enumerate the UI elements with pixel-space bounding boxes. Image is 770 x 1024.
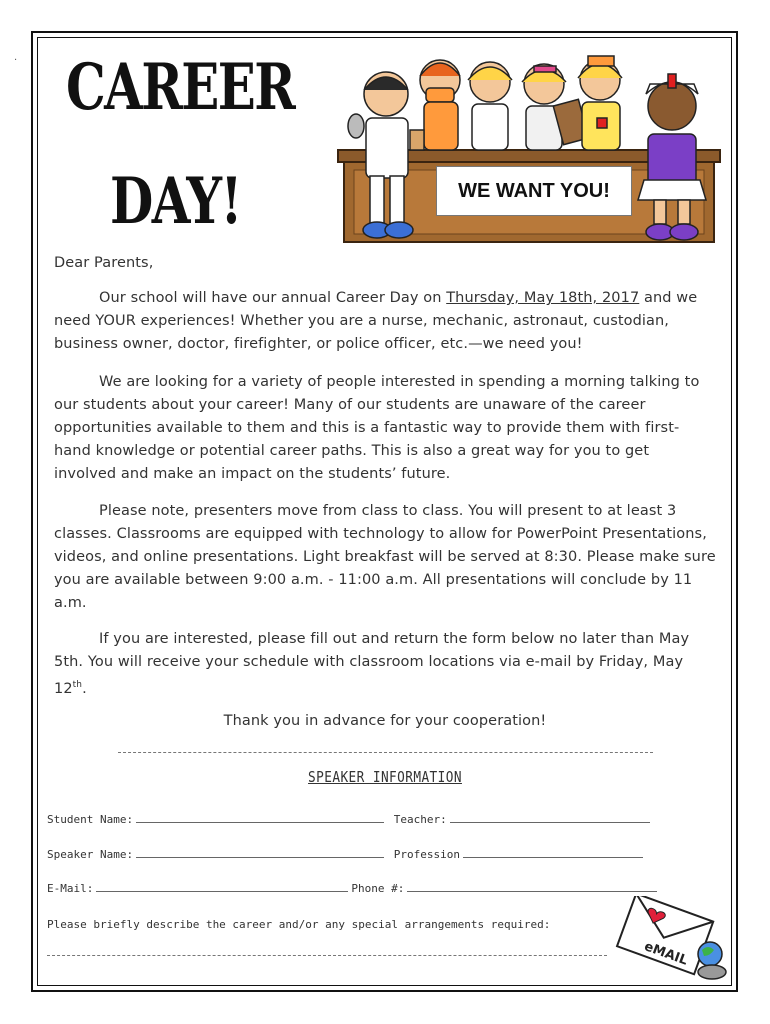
paragraph-4-text-a: If you are interested, please fill out and return the form below no later than May 5th. You will receive your schedule with classroom locations via e-mail by Friday, May 12 — [54, 631, 690, 697]
email-label: E-Mail: — [47, 882, 94, 895]
salutation: Dear Parents, — [54, 255, 154, 271]
event-date: Thursday, May 18th, 2017 — [446, 290, 640, 306]
student-name-field[interactable] — [136, 812, 384, 823]
email-envelope-icon — [610, 896, 732, 986]
student-name-label: Student Name: — [47, 813, 134, 826]
paragraph-4 — [54, 628, 716, 701]
paragraph-1 — [54, 287, 716, 356]
we-want-you-banner: WE WANT YOU! — [436, 166, 632, 216]
title-line-2: DAY! — [110, 164, 241, 239]
phone-field[interactable] — [407, 881, 657, 892]
career-kids-illustration — [332, 50, 724, 250]
paragraph-2-text: We are looking for a variety of people interested in spending a morning talking to our students about your career! Many of our students are unaware of the career opportunities available to them and this is a fantastic way to provide them with first-hand knowledge or potential career paths. This is also a great way for you to get involved and make an impact on the students’ future. — [54, 374, 700, 482]
title-line-1: CAREER — [66, 50, 295, 125]
phone-label: Phone #: — [351, 882, 405, 895]
paragraph-1-text-b: and we need YOUR experiences! Whether you are a nurse, mechanic, astronaut, custodian, business owner, doctor, firefighter, or police officer, etc.—we need you! — [54, 290, 698, 352]
profession-field[interactable] — [463, 847, 643, 858]
teacher-label: Teacher: — [393, 813, 447, 826]
stray-dot: . — [14, 52, 18, 63]
describe-label: Please briefly describe the career and/or any special arrangements required: — [47, 918, 551, 931]
email-icon-text: eMAIL — [642, 939, 690, 969]
form-row-email — [47, 881, 660, 895]
paragraph-4-text-b: . — [82, 680, 87, 697]
paragraph-3 — [54, 500, 716, 615]
profession-label: Profession — [393, 848, 460, 861]
speaker-name-field[interactable] — [136, 847, 384, 858]
speaker-name-label: Speaker Name: — [47, 848, 134, 861]
speaker-information-heading: SPEAKER INFORMATION — [308, 768, 462, 786]
teacher-field[interactable] — [450, 812, 650, 823]
thank-you-line: Thank you in advance for your cooperation! — [223, 713, 547, 729]
superscript-th: th — [72, 680, 83, 690]
paragraph-1-text-a: Our school will have our annual Career Day on — [99, 290, 447, 306]
paragraph-3-text: Please note, presenters move from class to class. You will present to at least 3 classes. Classrooms are equipped with technology to allow for PowerPoint Presentations, videos, and online presentations. Light breakfast will be served at 8:30. Please make sure you are available between 9:00 a.m. - 11:00 a.m. All presentations will conclude by 11 a.m. — [54, 503, 716, 611]
describe-field[interactable] — [47, 955, 607, 956]
paragraph-2 — [54, 371, 716, 486]
form-row-speaker — [47, 847, 646, 861]
form-row-student — [47, 812, 653, 826]
email-field[interactable] — [96, 881, 348, 892]
cut-line — [118, 752, 653, 753]
